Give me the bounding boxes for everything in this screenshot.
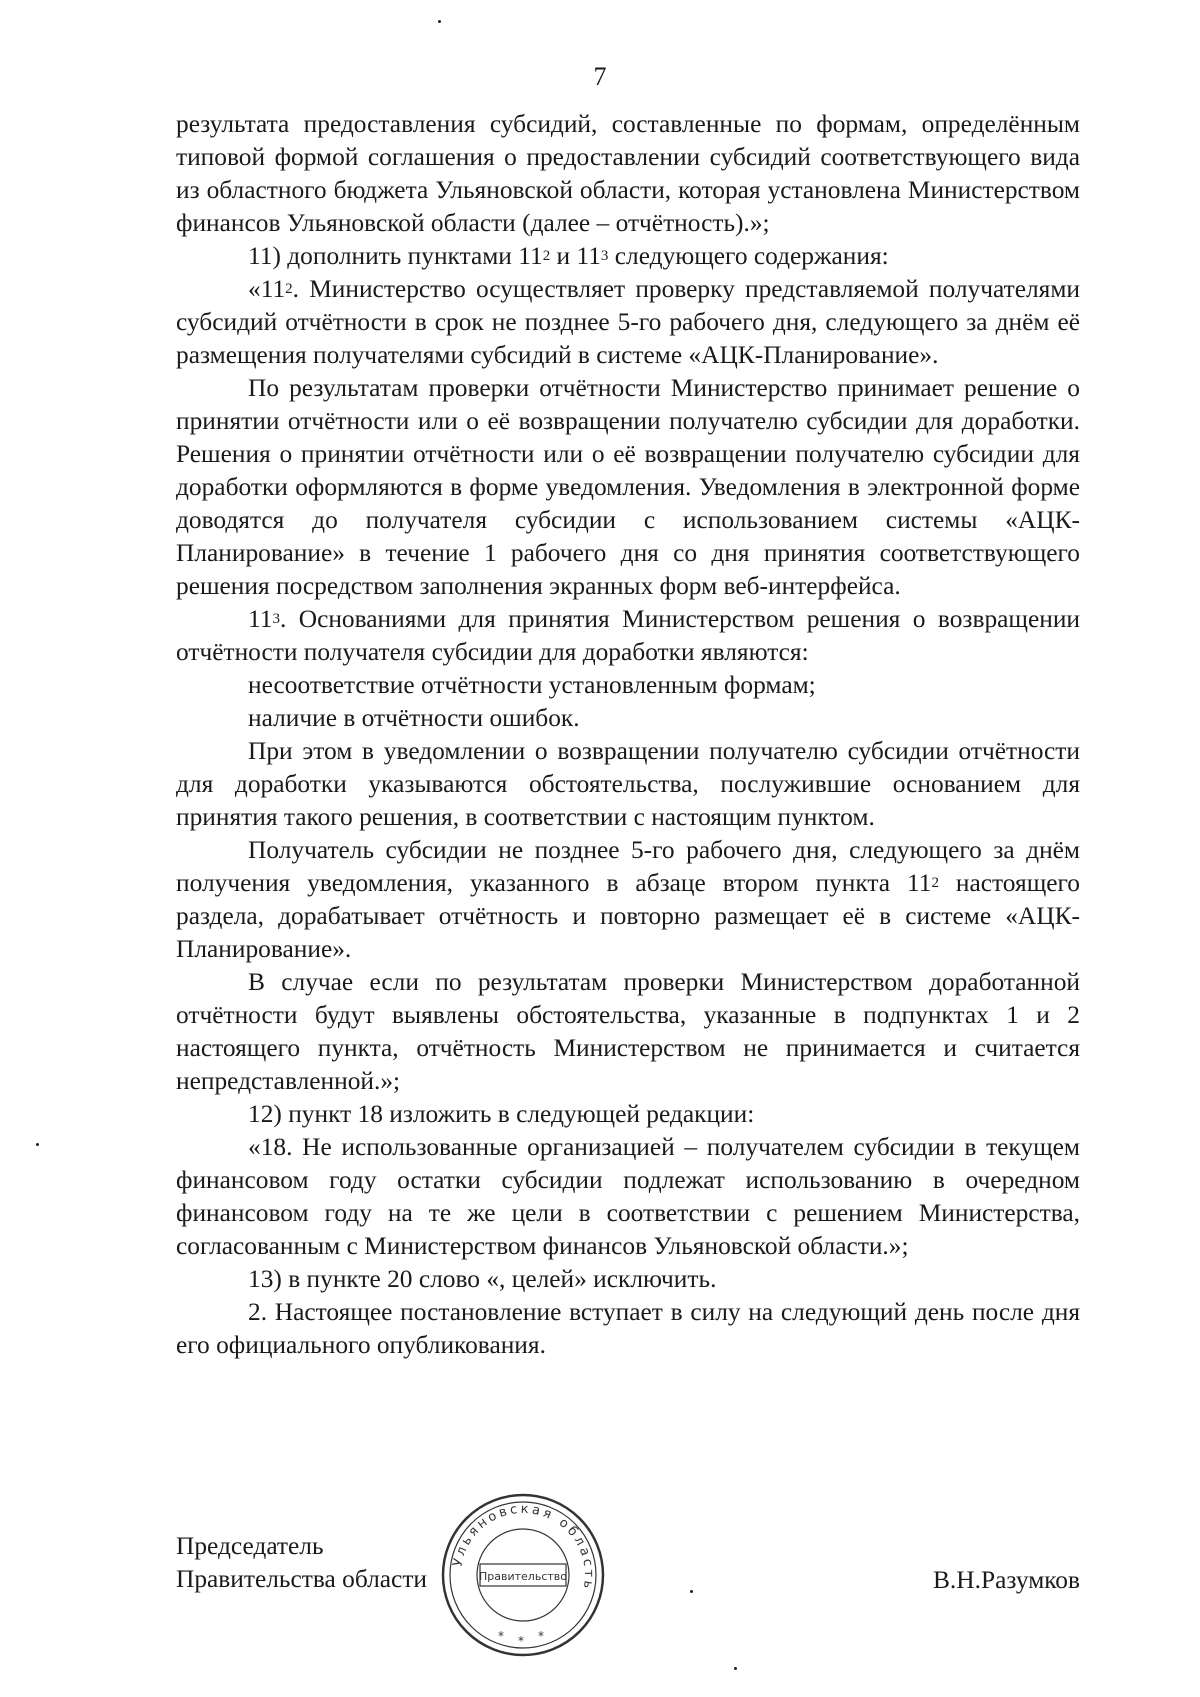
paragraph: наличие в отчётности ошибок. [248,704,580,732]
paragraph-text: 11) дополнить пунктами 11 [248,242,543,270]
superscript: 2 [931,875,939,891]
paragraph-text: и 11 [550,242,601,270]
paragraph [176,240,1080,273]
paragraph [176,273,1080,372]
page-number: 7 [593,62,607,91]
superscript: 2 [542,248,551,264]
seal-ring-text: Ульяновская область [450,1501,597,1593]
paragraph-text: настоящего раздела, дорабатывает отчётность и повторно размещает её в системе «АЦК-Планирование». [176,869,1080,963]
signatory-title [176,1530,427,1596]
paragraph-text: следующего содержания: [608,242,889,270]
superscript: 2 [285,281,293,297]
paragraph [176,834,1080,966]
paragraph: 2. Настоящее постановление вступает в силу на следующий день после дня его официального опубликования. [176,1298,1080,1359]
paragraph: При этом в уведомлении о возвращении получателю субсидии отчётности для доработки указываются обстоятельства, послужившие основанием для принятия такого решения, в соответствии с настоящим пунктом. [176,737,1080,831]
scan-speck [690,1590,693,1593]
signatory-title-line: Председатель [176,1532,324,1560]
paragraph: 12) пункт 18 изложить в следующей редакции: [248,1100,755,1128]
scan-speck [734,1667,737,1670]
superscript: 3 [272,611,280,627]
paragraph: результата предоставления субсидий, составленные по формам, определённым типовой формой соглашения о предоставлении субсидий соответствующего вида из областного бюджета Ульяновской области, которая установлена Министерством финансов Ульяновской области (далее – отчётность).»; [176,110,1080,237]
official-seal-icon [438,1490,608,1660]
paragraph [176,603,1080,669]
paragraph-text: . Основаниями для принятия Министерством решения о возвращении отчётности получателя субсидии для доработки являются: [176,605,1080,666]
scan-speck [438,20,441,23]
scan-speck [36,1143,39,1146]
document-body [176,108,1080,1362]
svg-text:*: * [518,1634,524,1648]
paragraph-text: «11 [248,275,286,303]
superscript: 3 [600,248,609,264]
paragraph: «18. Не использованные организацией – получателем субсидии в текущем финансовом году остатки субсидии подлежат использованию в очередном финансовом году на те же цели в соответствии с решением Министерства, согласованным с Министерством финансов Ульяновской области.»; [176,1133,1080,1260]
signatory-title-line: Правительства области [176,1565,428,1593]
paragraph: В случае если по результатам проверки Министерством доработанной отчётности будут выявлены обстоятельства, указанные в подпунктах 1 и 2 настоящего пункта, отчётность Министерством не принимается и считается непредставленной.»; [176,968,1080,1095]
paragraph: По результатам проверки отчётности Министерство принимает решение о принятии отчётности или о её возвращении получателю субсидии для доработки. Решения о принятии отчётности или о её возвращении получателю субсидии для доработки оформляются в форме уведомления. Уведомления в электронной форме доводятся до получателя субсидии с использованием системы «АЦК-Планирование» в течение 1 рабочего дня со дня принятия соответствующего решения посредством заполнения экранных форм веб-интерфейса. [176,374,1080,600]
paragraph-text: Получатель субсидии не позднее 5-го рабочего дня, следующего за днём получения уведомления, указанного в абзаце втором пункта 11 [176,836,1080,897]
paragraph-text: 11 [248,605,273,633]
paragraph-text: . Министерство осуществляет проверку представляемой получателями субсидий отчётности в срок не позднее 5-го рабочего дня, следующего за днём её размещения получателями субсидий в системе «АЦК-Планирование». [176,275,1080,369]
seal-center-text: Правительство [479,1570,567,1583]
signatory-name: В.Н.Разумков [932,1566,1080,1594]
paragraph: несоответствие отчётности установленным формам; [248,671,816,699]
svg-text:*: * [498,1629,504,1643]
svg-text:*: * [538,1629,544,1643]
paragraph: 13) в пункте 20 слово «, целей» исключить. [248,1265,717,1293]
